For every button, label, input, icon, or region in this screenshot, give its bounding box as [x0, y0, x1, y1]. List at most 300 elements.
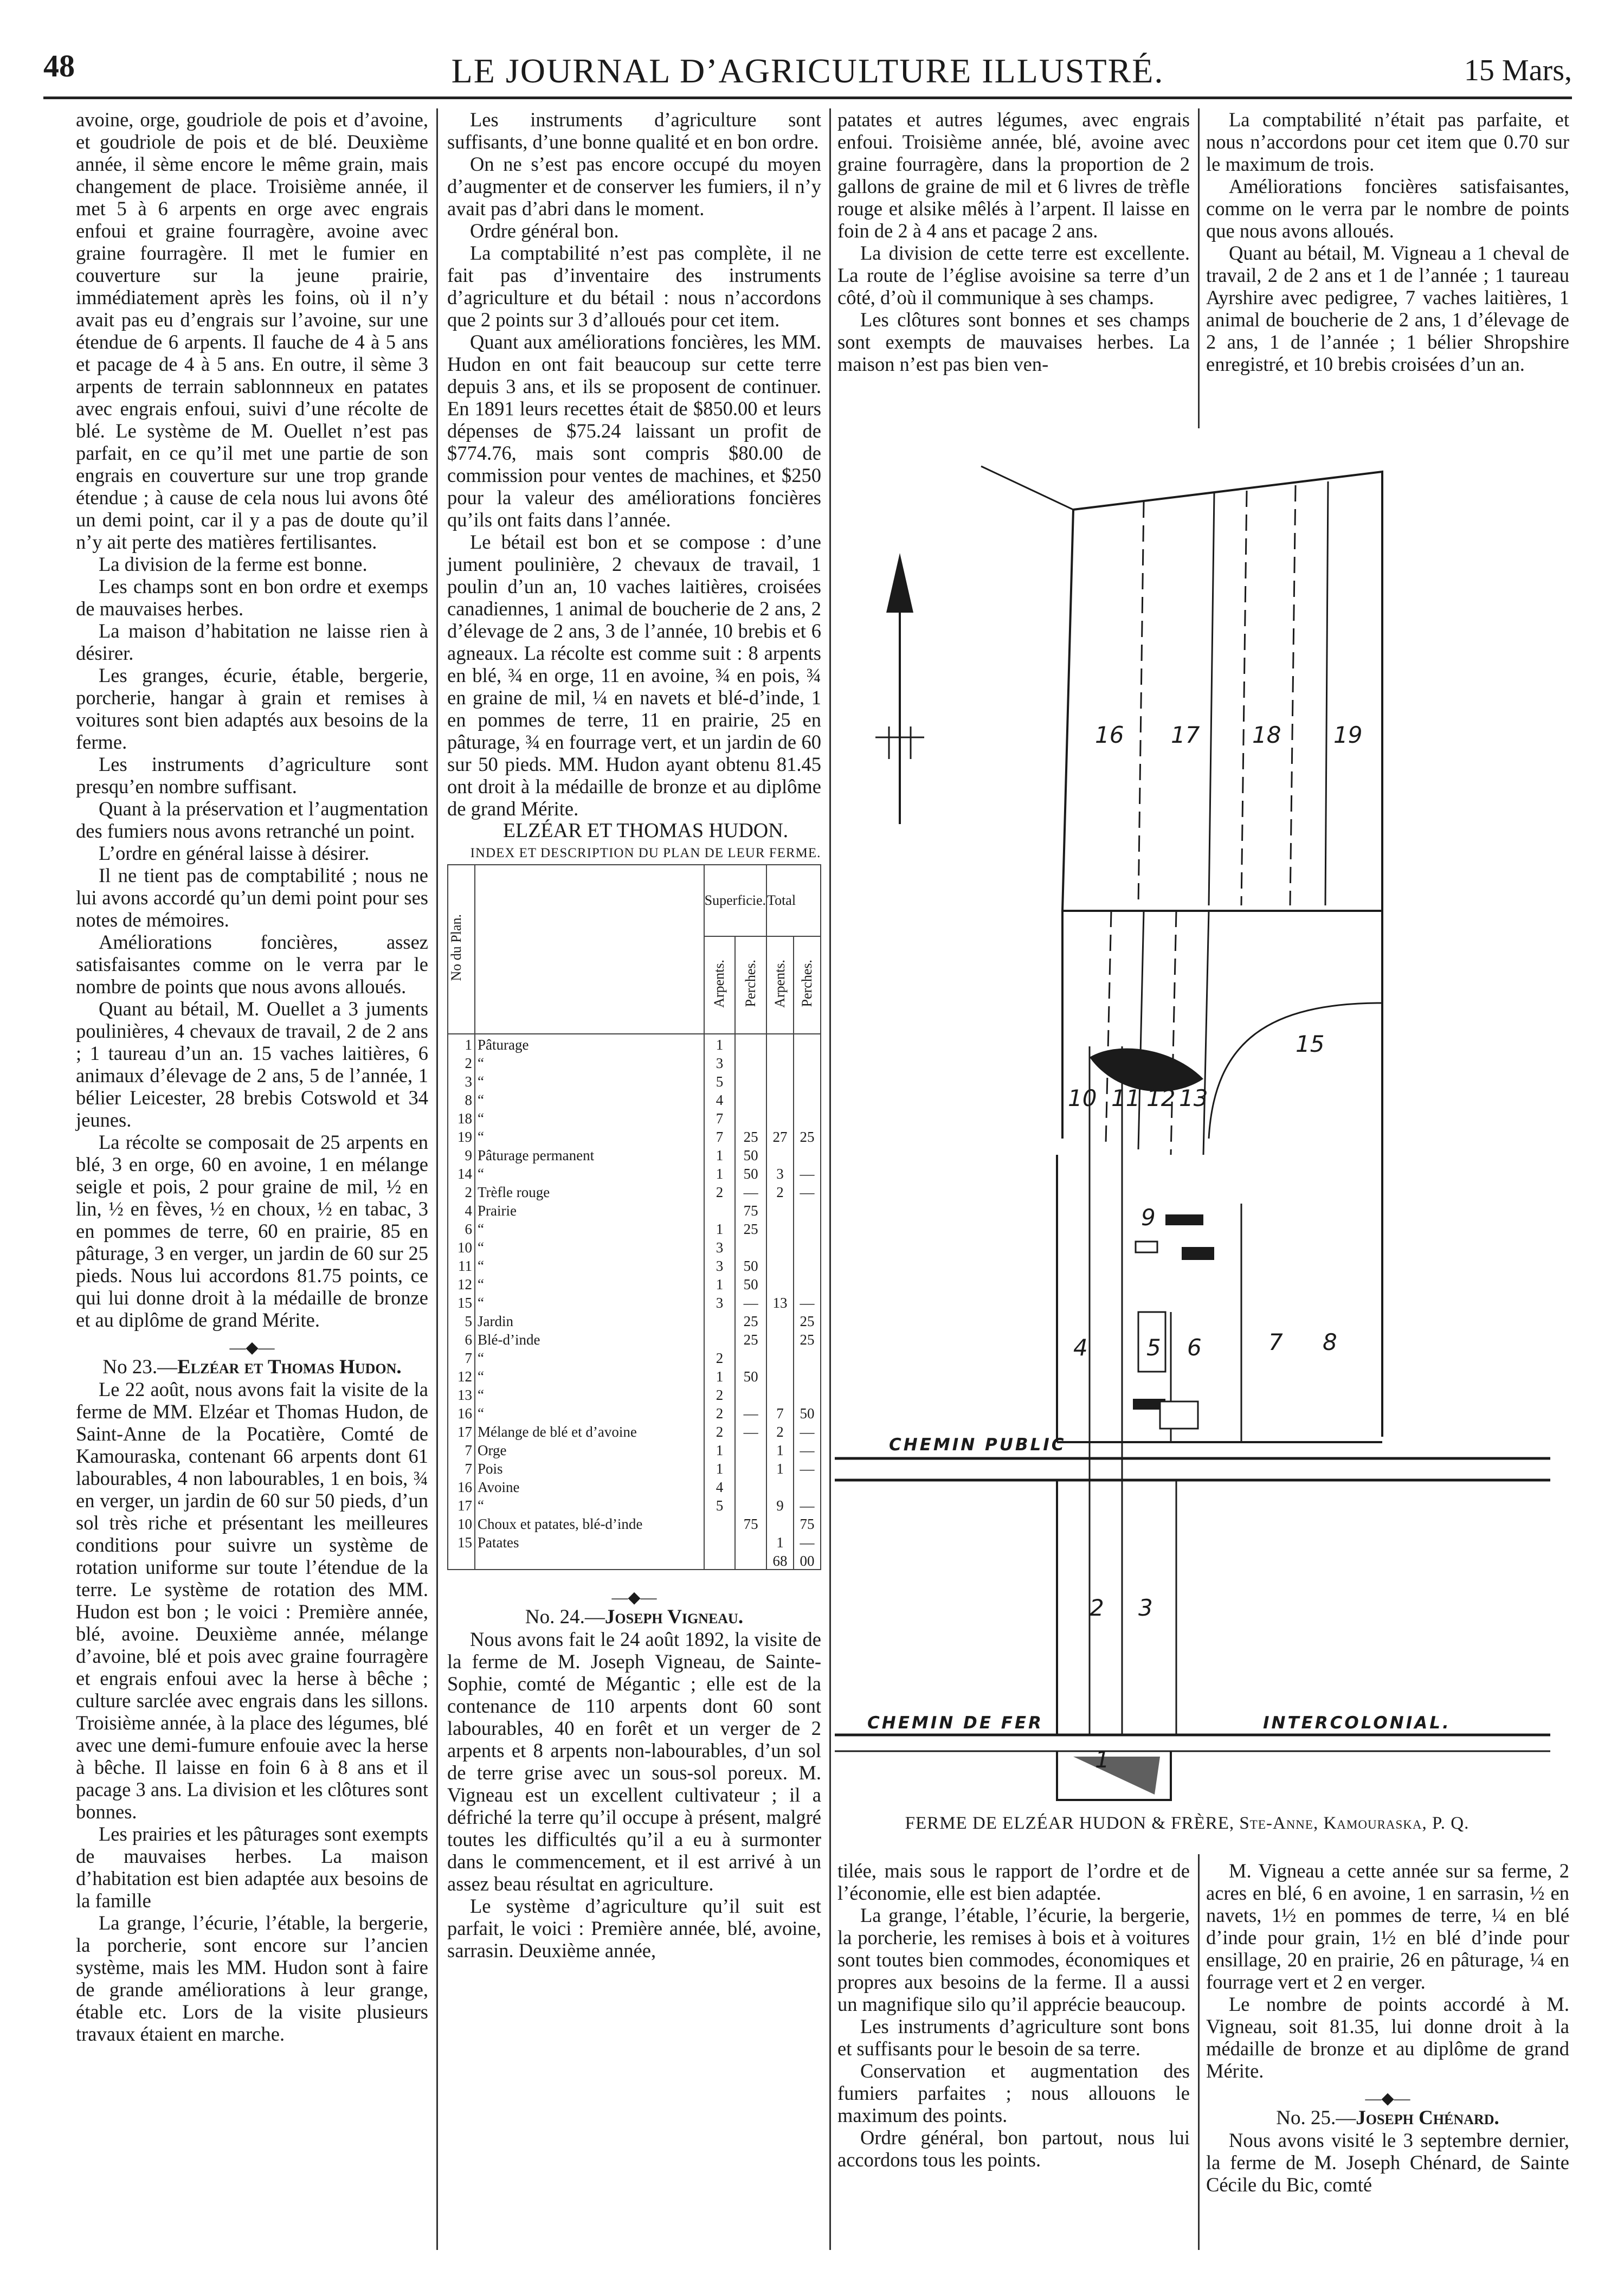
total-arpents-cell: [766, 1477, 794, 1495]
lot-label: 18: [1252, 722, 1281, 748]
header-superficie: Superficie.: [704, 865, 766, 936]
section-heading-25: [1206, 2107, 1569, 2129]
perches-cell: 50: [735, 1366, 766, 1385]
plan-number-cell: 15: [448, 1293, 475, 1311]
table-row: [448, 1495, 821, 1514]
table-row: [448, 1311, 821, 1329]
table-row: [448, 1182, 821, 1200]
arpents-cell: 7: [704, 1108, 736, 1127]
column-2: [447, 108, 821, 1962]
total-arpents-cell: 27: [766, 1127, 794, 1145]
arpents-cell: 2: [704, 1385, 736, 1403]
perches-cell: [735, 1090, 766, 1108]
north-arrow-icon: [886, 553, 913, 613]
total-perches-cell: —: [794, 1293, 821, 1311]
description-cell: “: [475, 1256, 704, 1274]
arpents-cell: 3: [704, 1053, 736, 1071]
table-row: [448, 1551, 821, 1570]
total-arpents-cell: 2: [766, 1182, 794, 1200]
total-perches-cell: 00: [794, 1551, 821, 1570]
paragraph: patates et autres légumes, avec engrais enfoui. Troisième année, blé, avoine avec graine fourragère, dans la proportion de 2 gallons de graine de mil et 6 livres de trèfle rouge et alsike mêlés à l’arpent. Il laisse en foin de 2 à 4 ans et pacage 2 ans.: [837, 108, 1190, 242]
paragraph: Les instruments d’agriculture sont bons et suffisants pour le besoin de sa terre.: [837, 2015, 1190, 2060]
arpents-cell: [704, 1200, 736, 1219]
perches-cell: 25: [735, 1311, 766, 1329]
paragraph: Le nombre de points accordé à M. Vigneau, soit 81.35, lui donne droit à la médaille de bronze et au diplôme de grand Mérite.: [1206, 1993, 1569, 2082]
plan-number-cell: 18: [448, 1108, 475, 1127]
plan-number-cell: 10: [448, 1514, 475, 1532]
paragraph: Ordre général, bon partout, nous lui accordons tous les points.: [837, 2126, 1190, 2171]
lot-label: 7: [1268, 1329, 1283, 1355]
table-row: [448, 1256, 821, 1274]
farm-plan-index-table: [447, 864, 821, 1570]
page-header: [43, 38, 1572, 103]
table-row: [448, 1145, 821, 1163]
total-arpents-cell: [766, 1145, 794, 1163]
total-arpents-cell: [766, 1200, 794, 1219]
railway-label-left: CHEMIN DE FER: [867, 1713, 1043, 1733]
perches-cell: [735, 1477, 766, 1495]
arpents-cell: [704, 1551, 736, 1570]
table-row: [448, 1329, 821, 1348]
total-perches-cell: 25: [794, 1311, 821, 1329]
total-perches-cell: 25: [794, 1127, 821, 1145]
total-perches-cell: [794, 1385, 821, 1403]
perches-cell: [735, 1532, 766, 1551]
table-row: [448, 1422, 821, 1440]
plan-number-cell: 10: [448, 1237, 475, 1256]
description-cell: Trèfle rouge: [475, 1182, 704, 1200]
arpents-cell: 3: [704, 1293, 736, 1311]
total-arpents-cell: [766, 1108, 794, 1127]
description-cell: Prairie: [475, 1200, 704, 1219]
column-rule: [1198, 1854, 1200, 2250]
plan-number-cell: 9: [448, 1145, 475, 1163]
total-perches-cell: —: [794, 1422, 821, 1440]
column-4-bottom: [1206, 1860, 1569, 2196]
paragraph: On ne s’est pas encore occupé du moyen d’augmenter et de conserver les fumiers, il n’y avait pas d’abri dans le moment.: [447, 153, 821, 220]
perches-cell: 75: [735, 1200, 766, 1219]
total-arpents-cell: 9: [766, 1495, 794, 1514]
plan-number-cell: 7: [448, 1440, 475, 1458]
lot-label: 6: [1187, 1334, 1202, 1361]
arpents-cell: 7: [704, 1127, 736, 1145]
perches-cell: [735, 1237, 766, 1256]
lot-label: 10: [1068, 1085, 1097, 1111]
table-row: [448, 1366, 821, 1385]
arpents-cell: 1: [704, 1034, 736, 1053]
header-total-arpents: Arpents.: [766, 936, 794, 1034]
total-arpents-cell: [766, 1514, 794, 1532]
road-label-public: CHEMIN PUBLIC: [889, 1435, 1066, 1455]
total-arpents-cell: 2: [766, 1422, 794, 1440]
paragraph: Améliorations foncières, assez satisfaisantes comme on le verra par le nombre de points que nous avons alloués.: [76, 931, 428, 998]
lot-label: 1: [1095, 1746, 1110, 1773]
lot-label: 3: [1138, 1594, 1153, 1621]
header-rule: [43, 97, 1572, 99]
perches-cell: 50: [735, 1145, 766, 1163]
paragraph: Quant aux améliorations foncières, les MM. Hudon en ont fait beaucoup sur cette terre depuis 3 ans, et ils se proposent de continuer. En 1891 leurs recettes était de $850.00 et leurs dépenses de $75.24 laissant un profit de $774.76, mais sont compris $80.00 de commission pour ventes de machines, et $250 pour la valeur des améliorations foncières qu’ils ont faits dans l’année.: [447, 331, 821, 531]
lot-label: 8: [1323, 1329, 1337, 1355]
perches-cell: [735, 1071, 766, 1090]
perches-cell: [735, 1348, 766, 1366]
description-cell: “: [475, 1385, 704, 1403]
section-heading-24: [447, 1606, 821, 1628]
description-cell: Pois: [475, 1458, 704, 1477]
paragraph: Le bétail est bon et se compose : d’une jument poulinière, 2 chevaux de travail, 1 poulin d’un an, 10 vaches laitières, croisées canadiennes, 1 animal de boucherie de 2 ans, 2 d’élevage de 2 ans, 3 de l’année, 10 brebis et 6 agneaux. La récolte est comme suit : 8 arpents en blé, ¾ en orge, 11 en avoine, ¾ en pois, ¾ en graine de mil, ¼ en navets et blé-d’inde, 1 en pommes de terre, 11 en prairie, 25 en pâturage, ¾ en fourrage vert, et un jardin de 60 sur 50 pieds. MM. Hudon ayant obtenu 81.45 ont droit à la médaille de bronze et au diplôme de grand Mérite.: [447, 531, 821, 820]
railway-label-right: INTERCOLONIAL.: [1263, 1713, 1451, 1733]
table-row: [448, 1514, 821, 1532]
plan-number-cell: [448, 1551, 475, 1570]
section-name: Joseph Chénard.: [1356, 2107, 1499, 2129]
paragraph: Les instruments d’agriculture sont presqu’en nombre suffisant.: [76, 753, 428, 798]
description-cell: “: [475, 1090, 704, 1108]
paragraph: Les granges, écurie, étable, bergerie, porcherie, hangar à grain et remises à voitures sont bien adaptés aux besoins de la ferme.: [76, 664, 428, 753]
paragraph: La grange, l’étable, l’écurie, la bergerie, la porcherie, les remises à bois et à voitures sont toutes bien commodes, économiques et propres aux besoins de la ferme. Il a aussi un magnifique silo qu’il apprécie beaucoup.: [837, 1904, 1190, 2015]
total-perches-cell: [794, 1108, 821, 1127]
table-row: [448, 1090, 821, 1108]
building: [1182, 1247, 1214, 1260]
header-no: No du Plan.: [448, 865, 475, 1034]
perches-cell: [735, 1551, 766, 1570]
total-perches-cell: [794, 1145, 821, 1163]
total-arpents-cell: 1: [766, 1440, 794, 1458]
total-perches-cell: [794, 1053, 821, 1071]
total-arpents-cell: [766, 1311, 794, 1329]
paragraph: La récolte se composait de 25 arpents en blé, 3 en orge, 60 en avoine, 1 en mélange seigle et pois, 2 pour graine de mil, ½ en lin, ½ en fèves, ½ en choux, ½ en tabac, 3 en pommes de terre, 60 en prairie, 85 en pâturage, 3 en verger, un jardin de 60 sur 25 pieds. Nous lui accordons 81.75 points, ce qui lui donne droit à la médaille de bronze et au diplôme de grand Mérite.: [76, 1131, 428, 1331]
perches-cell: [735, 1108, 766, 1127]
description-cell: “: [475, 1071, 704, 1090]
total-perches-cell: [794, 1034, 821, 1053]
arpents-cell: 3: [704, 1237, 736, 1256]
description-cell: “: [475, 1348, 704, 1366]
description-cell: “: [475, 1163, 704, 1182]
plan-number-cell: 1: [448, 1034, 475, 1053]
perches-cell: —: [735, 1293, 766, 1311]
paragraph: avoine, orge, goudriole de pois et d’avoine, et goudriole de pois et de blé. Deuxième année, il sème encore le même grain, mais changement de place. Troisième année, il met 5 à 6 arpents en orge avec engrais enfoui et graine fourragère, avoine avec graine fourragère. Il met le fumier en couverture sur la jeune prairie, immédiatement après les foins, où il n’y avait pas eu d’engrais sur l’avoine, sur une étendue de 6 arpents. Il fauche de 4 à 5 ans et pacage de 4 à 5 ans. En outre, il sème 3 arpents de terrain sablonnneux en patates avec engrais enfoui, suivi d’une récolte de blé. Le système de M. Ouellet n’est pas parfait, en ce qu’il met une partie de son engrais en couverture sur une trop grande étendue ; à cause de cela nous lui avons ôté un demi point, car il y a pas de doute qu’il n’y ait perte des matières fertilisantes.: [76, 108, 428, 553]
paragraph: Le 22 août, nous avons fait la visite de la ferme de MM. Elzéar et Thomas Hudon, de Saint-Anne de la Pocatière, Comté de Kamouraska, contenant 66 arpents dont 61 labourables, 4 non labourables, 1 en bois, ¾ en verger, un jardin de 60 sur 50 pieds, d’un sol très riche et présentant les meilleures conditions pour suivre un système de rotation uniforme sur toute l’étendue de la terre. Le système de rotation des MM. Hudon est bon ; le voici : Première année, blé, avoine. Deuxième année, mélange d’avoine, blé et pois avec graine fourragère et engrais enfoui avec la herse à bêche ; culture sarclée avec engrais dans les sillons. Troisième année, à la place des légumes, blé avec une demi-fumure enfouie avec la herse à bêche. Il laisse en foin 6 à 8 ans et il pacage 3 ans. La division et les clôtures sont bonnes.: [76, 1378, 428, 1823]
perches-cell: —: [735, 1422, 766, 1440]
table-row: [448, 1274, 821, 1293]
section-number: No. 25.—: [1276, 2107, 1356, 2129]
total-perches-cell: 50: [794, 1403, 821, 1422]
header-total: Total: [766, 865, 821, 936]
arpents-cell: 5: [704, 1071, 736, 1090]
total-arpents-cell: [766, 1274, 794, 1293]
total-arpents-cell: 3: [766, 1163, 794, 1182]
total-perches-cell: [794, 1477, 821, 1495]
paragraph: M. Vigneau a cette année sur sa ferme, 2 acres en blé, 6 en avoine, 1 en sarrasin, ½ en navets, 1½ en pommes de terre, ¼ en blé d’inde pour grain, 1½ en blé d’inde pour ensillage, 20 en prairie, 26 en pâturage, ¼ en fourrage vert et 2 en verger.: [1206, 1860, 1569, 1993]
caption-main: FERME DE ELZÉAR HUDON & FRÈRE,: [905, 1814, 1235, 1833]
section-number: No. 24.—: [525, 1606, 605, 1628]
section-ornament: —◆—: [1365, 2089, 1410, 2107]
paragraph: La grange, l’écurie, l’étable, la bergerie, la porcherie, sont encore sur l’ancien système, mais les MM. Hudon sont à faire de grande améliorations à leur grange, étable etc. Lors de la visite plusieurs travaux étaient en marche.: [76, 1912, 428, 2045]
paragraph: Nous avons fait le 24 août 1892, la visite de la ferme de M. Joseph Vigneau, de Sainte-Sophie, comté de Mégantic ; elle est de la contenance de 110 arpents dont 60 sont labourables, 40 en forêt et un verger de 2 arpents et 8 arpents non-labourables, d’un sol de terre grise avec un sous-sol poreux. M. Vigneau est un excellent cultivateur ; il a défriché la terre qu’il occupe à présent, malgré toutes les difficultés qu’il a eu à surmonter dans le commencement, et il est arrivé à un assez beau résultat en agriculture.: [447, 1628, 821, 1895]
perches-cell: 50: [735, 1163, 766, 1182]
arpents-cell: [704, 1532, 736, 1551]
table-row: [448, 1440, 821, 1458]
plan-number-cell: 6: [448, 1219, 475, 1237]
lot-label: 5: [1146, 1334, 1161, 1361]
total-perches-cell: [794, 1348, 821, 1366]
table-row: [448, 1053, 821, 1071]
total-perches-cell: [794, 1219, 821, 1237]
total-perches-cell: —: [794, 1182, 821, 1200]
paragraph: Le système d’agriculture qu’il suit est parfait, le voici : Première année, blé, avoine, sarrasin. Deuxième année,: [447, 1895, 821, 1962]
description-cell: Mélange de blé et d’avoine: [475, 1422, 704, 1440]
description-cell: “: [475, 1293, 704, 1311]
arpents-cell: 2: [704, 1182, 736, 1200]
description-cell: “: [475, 1219, 704, 1237]
lot-label: 9: [1141, 1204, 1156, 1231]
arpents-cell: [704, 1311, 736, 1329]
plan-number-cell: 15: [448, 1532, 475, 1551]
perches-cell: [735, 1385, 766, 1403]
paragraph: Améliorations foncières satisfaisantes, comme on le verra par le nombre de points que nous avons alloués.: [1206, 175, 1569, 242]
column-4-top: [1206, 108, 1569, 375]
building: [1136, 1242, 1157, 1252]
plan-number-cell: 2: [448, 1053, 475, 1071]
total-perches-cell: —: [794, 1532, 821, 1551]
paragraph: Les champs sont en bon ordre et exemps de mauvaises herbes.: [76, 575, 428, 620]
paragraph: Nous avons visité le 3 septembre dernier, la ferme de M. Joseph Chénard, de Sainte Cécile du Bic, comté: [1206, 2129, 1569, 2196]
arpents-cell: [704, 1514, 736, 1532]
table-row: [448, 1532, 821, 1551]
total-perches-cell: 75: [794, 1514, 821, 1532]
total-perches-cell: 25: [794, 1329, 821, 1348]
total-arpents-cell: [766, 1053, 794, 1071]
arpents-cell: 1: [704, 1440, 736, 1458]
paragraph: L’ordre en général laisse à désirer.: [99, 842, 370, 864]
perches-cell: 50: [735, 1256, 766, 1274]
total-perches-cell: —: [794, 1495, 821, 1514]
description-cell: Orge: [475, 1440, 704, 1458]
total-arpents-cell: 13: [766, 1293, 794, 1311]
arpents-cell: 2: [704, 1348, 736, 1366]
plan-number-cell: 7: [448, 1348, 475, 1366]
column-rule: [1198, 108, 1200, 428]
plan-number-cell: 6: [448, 1329, 475, 1348]
description-cell: Avoine: [475, 1477, 704, 1495]
section-name: Elzéar et Thomas Hudon.: [177, 1356, 402, 1378]
plan-number-cell: 19: [448, 1127, 475, 1145]
description-cell: Choux et patates, blé-d’inde: [475, 1514, 704, 1532]
perches-cell: [735, 1440, 766, 1458]
table-row: [448, 1034, 821, 1053]
total-arpents-cell: [766, 1071, 794, 1090]
description-cell: [475, 1551, 704, 1570]
table-row: [448, 1237, 821, 1256]
header-arpents: Arpents.: [704, 936, 736, 1034]
total-perches-cell: [794, 1200, 821, 1219]
table-row: [448, 1108, 821, 1127]
lot-label: 16: [1095, 722, 1124, 748]
total-arpents-cell: [766, 1090, 794, 1108]
paragraph: La maison d’habitation ne laisse rien à désirer.: [76, 620, 428, 664]
paragraph: La comptabilité n’était pas parfaite, et nous n’accordons pour cet item que 0.70 sur le maximum de trois.: [1206, 108, 1569, 175]
total-perches-cell: [794, 1237, 821, 1256]
plan-number-cell: 5: [448, 1311, 475, 1329]
paragraph: Quant à la préservation et l’augmentation des fumiers nous avons retranché un point.: [76, 798, 428, 842]
journal-title: LE JOURNAL D’AGRICULTURE ILLUSTRÉ.: [451, 52, 1164, 90]
total-perches-cell: [794, 1256, 821, 1274]
description-cell: “: [475, 1237, 704, 1256]
plan-number-cell: 4: [448, 1200, 475, 1219]
paragraph: Il ne tient pas de comptabilité ; nous ne lui avons accordé qu’un demi point pour ses notes de mémoires.: [76, 864, 428, 931]
index-title: ELZÉAR ET THOMAS HUDON.: [502, 819, 789, 842]
description-cell: Jardin: [475, 1311, 704, 1329]
total-arpents-cell: [766, 1348, 794, 1366]
table-row: [448, 1477, 821, 1495]
perches-cell: 75: [735, 1514, 766, 1532]
perches-cell: 25: [735, 1127, 766, 1145]
index-subtitle: INDEX ET DESCRIPTION DU PLAN DE LEUR FERME.: [470, 846, 821, 860]
index-table-body: [448, 1034, 821, 1570]
section-number: No 23.—: [102, 1356, 178, 1378]
arpents-cell: 3: [704, 1256, 736, 1274]
arpents-cell: 1: [704, 1366, 736, 1385]
caption-place: Ste-Anne, Kamouraska, P. Q.: [1239, 1814, 1470, 1833]
arpents-cell: 1: [704, 1163, 736, 1182]
description-cell: “: [475, 1274, 704, 1293]
section-name: Joseph Vigneau.: [604, 1606, 744, 1628]
column-3-top: [837, 108, 1190, 375]
total-arpents-cell: [766, 1237, 794, 1256]
total-arpents-cell: [766, 1329, 794, 1348]
header-perches: Perches.: [735, 936, 766, 1034]
column-rule: [436, 108, 438, 2250]
total-arpents-cell: [766, 1366, 794, 1385]
paragraph: Conservation et augmentation des fumiers parfaites ; nous allouons le maximum des points.: [837, 2060, 1190, 2126]
total-perches-cell: [794, 1071, 821, 1090]
lot-label: 15: [1296, 1031, 1325, 1057]
total-arpents-cell: [766, 1219, 794, 1237]
total-arpents-cell: [766, 1385, 794, 1403]
plan-number-cell: 2: [448, 1182, 475, 1200]
perches-cell: [735, 1053, 766, 1071]
perches-cell: 25: [735, 1219, 766, 1237]
column-3-bottom: [837, 1860, 1190, 2171]
arpents-cell: 1: [704, 1274, 736, 1293]
plan-number-cell: 13: [448, 1385, 475, 1403]
building: [1160, 1401, 1198, 1429]
description-cell: Patates: [475, 1532, 704, 1551]
perches-cell: —: [735, 1403, 766, 1422]
total-perches-cell: —: [794, 1458, 821, 1477]
plan-number-cell: 14: [448, 1163, 475, 1182]
arpents-cell: 4: [704, 1477, 736, 1495]
page-number: 48: [43, 48, 75, 83]
total-perches-cell: [794, 1090, 821, 1108]
description-cell: Pâturage permanent: [475, 1145, 704, 1163]
building: [1165, 1214, 1203, 1225]
description-cell: “: [475, 1108, 704, 1127]
table-row: [448, 1458, 821, 1477]
paragraph: Les instruments d’agriculture sont suffisants, d’une bonne qualité et en bon ordre.: [447, 108, 821, 153]
column-rule: [829, 108, 831, 2250]
total-perches-cell: [794, 1366, 821, 1385]
plan-number-cell: 12: [448, 1274, 475, 1293]
lot-label: 17: [1171, 722, 1200, 748]
perches-cell: 25: [735, 1329, 766, 1348]
arpents-cell: 1: [704, 1219, 736, 1237]
lot-label: 13: [1179, 1085, 1208, 1111]
arpents-cell: 1: [704, 1145, 736, 1163]
paragraph: tilée, mais sous le rapport de l’ordre et de l’économie, elle est bien adaptée.: [837, 1860, 1190, 1904]
perches-cell: [735, 1458, 766, 1477]
header-total-perches: Perches.: [794, 936, 821, 1034]
description-cell: “: [475, 1366, 704, 1385]
paragraph: La comptabilité n’est pas complète, il ne fait pas d’inventaire des instruments d’agriculture et du bétail : nous n’accordons que 2 points sur 3 d’alloués pour cet item.: [447, 242, 821, 331]
total-perches-cell: —: [794, 1440, 821, 1458]
column-1: [76, 108, 428, 2045]
total-arpents-cell: [766, 1256, 794, 1274]
plan-number-cell: 11: [448, 1256, 475, 1274]
arpents-cell: 2: [704, 1422, 736, 1440]
north-parcel-outline: [1062, 472, 1382, 911]
table-row: [448, 1219, 821, 1237]
arpents-cell: 2: [704, 1403, 736, 1422]
description-cell: Blé-d’inde: [475, 1329, 704, 1348]
plan-number-cell: 7: [448, 1458, 475, 1477]
figure-caption: [835, 1814, 1539, 1834]
description-cell: “: [475, 1127, 704, 1145]
perches-cell: 50: [735, 1274, 766, 1293]
table-row: [448, 1348, 821, 1366]
arpents-cell: 1: [704, 1458, 736, 1477]
arpents-cell: 5: [704, 1495, 736, 1514]
paragraph: La division de cette terre est excellente. La route de l’église avoisine sa terre d’un côté, d’où il communique à ses champs.: [837, 242, 1190, 308]
plan-number-cell: 8: [448, 1090, 475, 1108]
total-perches-cell: —: [794, 1163, 821, 1182]
lot-label: 4: [1073, 1334, 1088, 1361]
table-row: [448, 1293, 821, 1311]
paragraph: Les prairies et les pâturages sont exempts de mauvaises herbes. La maison d’habitation est bien adaptée aux besoins de la famille: [76, 1823, 428, 1912]
description-cell: “: [475, 1403, 704, 1422]
lot-label: 12: [1146, 1085, 1176, 1111]
section-ornament: —◆—: [611, 1589, 657, 1606]
section-heading-23: [76, 1356, 428, 1378]
issue-date: 15 Mars,: [1464, 54, 1572, 87]
paragraph: Quant au bétail, M. Ouellet a 3 juments poulinières, 4 chevaux de travail, 2 de 2 ans ; 1 taureau d’un an. 15 vaches laitières, 6 animaux d’élevage de 2 ans, 5 de l’année, 1 bélier Leicester, 28 brebis Cotswold et 34 jeunes.: [76, 998, 428, 1131]
paragraph: La division de la ferme est bonne.: [99, 553, 368, 575]
farm-plan-figure: [835, 434, 1550, 1811]
lot-1-hatched: [1073, 1757, 1160, 1795]
table-row: [448, 1163, 821, 1182]
plan-number-cell: 16: [448, 1477, 475, 1495]
table-row: [448, 1071, 821, 1090]
description-cell: Pâturage: [475, 1034, 704, 1053]
total-arpents-cell: 1: [766, 1532, 794, 1551]
table-row: [448, 1385, 821, 1403]
paragraph: Les clôtures sont bonnes et ses champs sont exempts de mauvaises herbes. La maison n’est pas bien ven-: [837, 308, 1190, 375]
plan-number-cell: 16: [448, 1403, 475, 1422]
plan-number-cell: 12: [448, 1366, 475, 1385]
total-perches-cell: [794, 1274, 821, 1293]
perches-cell: [735, 1034, 766, 1053]
plan-number-cell: 17: [448, 1495, 475, 1514]
arpents-cell: 4: [704, 1090, 736, 1108]
perches-cell: [735, 1495, 766, 1514]
plan-number-cell: 17: [448, 1422, 475, 1440]
lot-label: 11: [1111, 1085, 1140, 1111]
plan-number-cell: 3: [448, 1071, 475, 1090]
header-desc: [475, 865, 704, 1034]
lot-label: 19: [1333, 722, 1363, 748]
arpents-cell: [704, 1329, 736, 1348]
table-row: [448, 1403, 821, 1422]
total-arpents-cell: [766, 1034, 794, 1053]
total-arpents-cell: 1: [766, 1458, 794, 1477]
